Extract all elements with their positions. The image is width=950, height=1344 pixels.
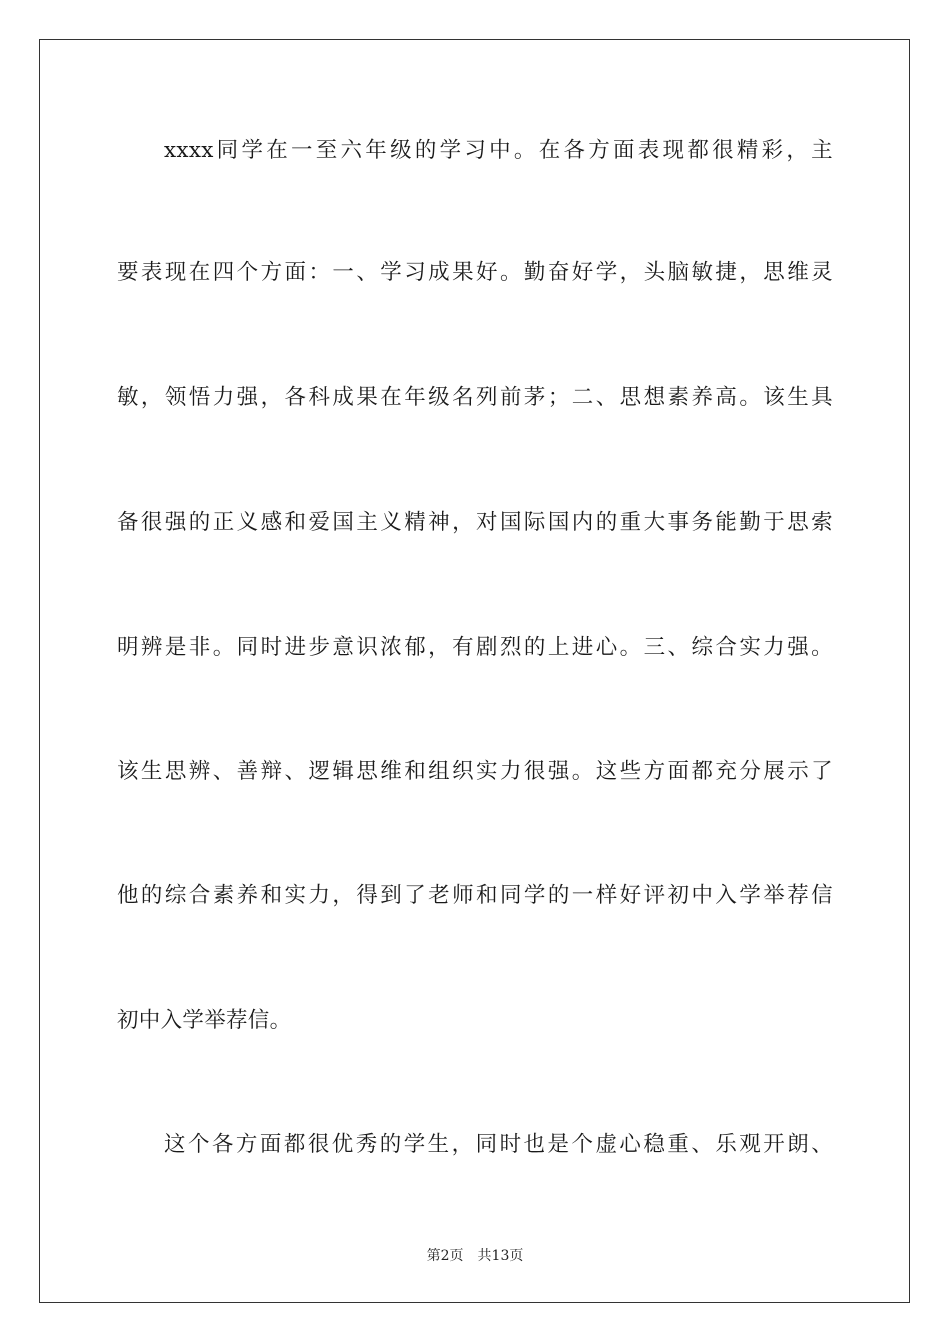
paragraph-2-line-1: 这个各方面都很优秀的学生，同时也是个虚心稳重、乐观开朗、	[164, 1132, 833, 1157]
page-number: 第2页	[426, 1248, 464, 1264]
paragraph-1-line-5: 明辨是非。同时进步意识浓郁，有剧烈的上进心。三、综合实力强。	[117, 635, 833, 660]
paragraph-1-line-6: 该生思辨、善辩、逻辑思维和组织实力很强。这些方面都充分展示了	[117, 759, 833, 784]
page-footer	[0, 1246, 950, 1266]
paragraph-1-line-3: 敏，领悟力强，各科成果在年级名列前茅；二、思想素养高。该生具	[117, 385, 833, 410]
page-total: 共13页	[477, 1248, 524, 1264]
page-border	[39, 39, 910, 1303]
paragraph-1-line-4: 备很强的正义感和爱国主义精神，对国际国内的重大事务能勤于思索	[117, 510, 833, 535]
paragraph-1-line-1: xxxx同学在一至六年级的学习中。在各方面表现都很精彩，主	[164, 138, 833, 163]
paragraph-1-line-7: 他的综合素养和实力，得到了老师和同学的一样好评初中入学举荐信	[117, 883, 833, 908]
paragraph-1-line-2: 要表现在四个方面：一、学习成果好。勤奋好学，头脑敏捷，思维灵	[117, 260, 833, 285]
paragraph-1-line-8: 初中入学举荐信。	[117, 1008, 292, 1033]
